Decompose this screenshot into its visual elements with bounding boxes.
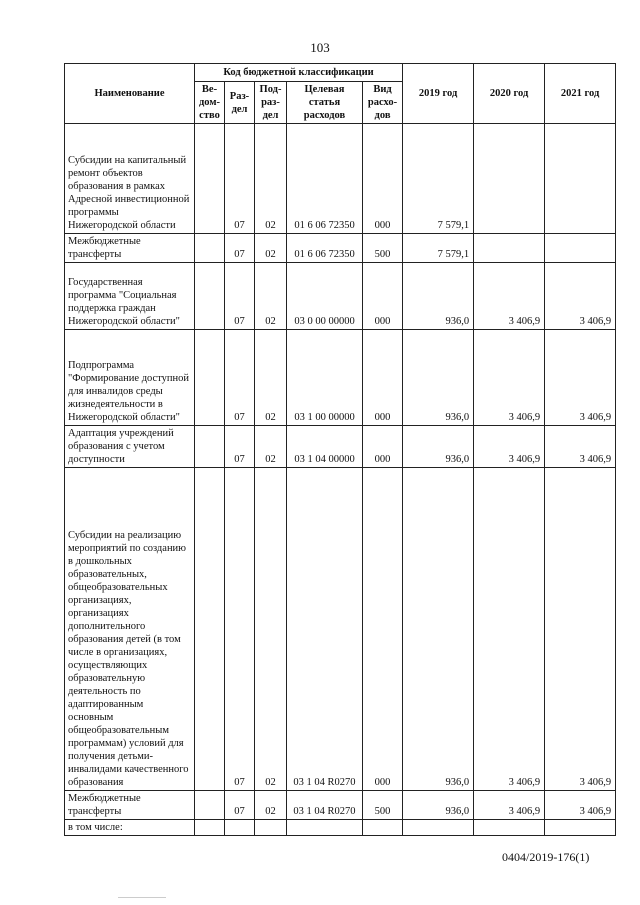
row-vid: 000 [363,330,403,426]
table-row [65,263,616,330]
row-vid: 500 [363,791,403,820]
row-vedomstvo [195,124,225,234]
row-razdel: 07 [225,124,255,234]
row-2020 [474,820,545,836]
row-podrazdel: 02 [255,791,287,820]
row-vid: 000 [363,426,403,468]
header-2021: 2021 год [545,64,616,124]
row-2020: 3 406,9 [474,468,545,791]
row-tselevaya [287,820,363,836]
row-2021 [545,234,616,263]
row-2020: 3 406,9 [474,791,545,820]
table-row [65,330,616,426]
row-2021: 3 406,9 [545,791,616,820]
row-name: Межбюджетные трансферты [65,234,195,263]
header-2019: 2019 год [403,64,474,124]
row-podrazdel: 02 [255,468,287,791]
row-name: Субсидии на капитальный ремонт объектов образования в рамках Адресной инвестиционной программы Нижегородской области [65,124,195,234]
table-row [65,234,616,263]
row-2019: 936,0 [403,330,474,426]
row-2020: 3 406,9 [474,426,545,468]
header-tselevaya: Целевая статья расходов [287,82,363,124]
header-razdel: Раз-дел [225,82,255,124]
row-2020 [474,124,545,234]
row-2019: 7 579,1 [403,124,474,234]
table-row [65,820,616,836]
row-2021: 3 406,9 [545,426,616,468]
row-tselevaya: 01 6 06 72350 [287,124,363,234]
row-name: Субсидии на реализацию мероприятий по созданию в дошкольных образовательных, общеобразовательных организациях, организациях дополнительного образования детей (в том числе в организациях, осуществляющих образовательную деятельность по адаптированным основным общеобразовательным программам) условий для получения детьми-инвалидами качественного образования [65,468,195,791]
row-name: в том числе: [65,820,195,836]
header-2020: 2020 год [474,64,545,124]
row-2019: 936,0 [403,468,474,791]
row-podrazdel [255,820,287,836]
row-vedomstvo [195,820,225,836]
table-row [65,791,616,820]
row-2019: 7 579,1 [403,234,474,263]
header-vedomstvo: Ве-дом-ство [195,82,225,124]
row-razdel [225,820,255,836]
row-vid: 000 [363,468,403,791]
row-podrazdel: 02 [255,234,287,263]
row-vid: 500 [363,234,403,263]
table-row [65,468,616,791]
row-vid: 000 [363,124,403,234]
row-2020 [474,234,545,263]
row-razdel: 07 [225,426,255,468]
row-2021: 3 406,9 [545,330,616,426]
row-razdel: 07 [225,791,255,820]
row-name: Межбюджетные трансферты [65,791,195,820]
row-vedomstvo [195,426,225,468]
scan-artifact-line [118,897,166,898]
document-code: 0404/2019-176(1) [502,850,590,864]
row-2020: 3 406,9 [474,330,545,426]
row-vedomstvo [195,468,225,791]
row-2019: 936,0 [403,263,474,330]
row-tselevaya: 03 1 04 R0270 [287,468,363,791]
table-row [65,426,616,468]
row-vedomstvo [195,791,225,820]
row-razdel: 07 [225,330,255,426]
header-podrazdel: Под-раз-дел [255,82,287,124]
row-2021: 3 406,9 [545,468,616,791]
row-razdel: 07 [225,234,255,263]
row-vid: 000 [363,263,403,330]
row-2019: 936,0 [403,791,474,820]
row-razdel: 07 [225,468,255,791]
row-name: Адаптация учреждений образования с учетом доступности [65,426,195,468]
row-2020: 3 406,9 [474,263,545,330]
row-tselevaya: 03 1 00 00000 [287,330,363,426]
row-podrazdel: 02 [255,263,287,330]
row-2019: 936,0 [403,426,474,468]
row-name: Государственная программа "Социальная поддержка граждан Нижегородской области" [65,263,195,330]
row-tselevaya: 03 1 04 R0270 [287,791,363,820]
row-vedomstvo [195,234,225,263]
row-podrazdel: 02 [255,124,287,234]
row-tselevaya: 01 6 06 72350 [287,234,363,263]
budget-table [64,63,616,836]
table-row [65,124,616,234]
row-2021: 3 406,9 [545,263,616,330]
row-2021 [545,124,616,234]
row-tselevaya: 03 0 00 00000 [287,263,363,330]
row-razdel: 07 [225,263,255,330]
header-name: Наименование [65,64,195,124]
row-2019 [403,820,474,836]
row-name: Подпрограмма "Формирование доступной для инвалидов среды жизнедеятельности в Нижегородской области" [65,330,195,426]
row-2021 [545,820,616,836]
header-code-group: Код бюджетной классификации [195,64,403,82]
row-vedomstvo [195,330,225,426]
row-podrazdel: 02 [255,330,287,426]
page-number: 103 [310,40,330,55]
header-vid: Вид расхо-дов [363,82,403,124]
row-podrazdel: 02 [255,426,287,468]
row-vedomstvo [195,263,225,330]
row-tselevaya: 03 1 04 00000 [287,426,363,468]
row-vid [363,820,403,836]
